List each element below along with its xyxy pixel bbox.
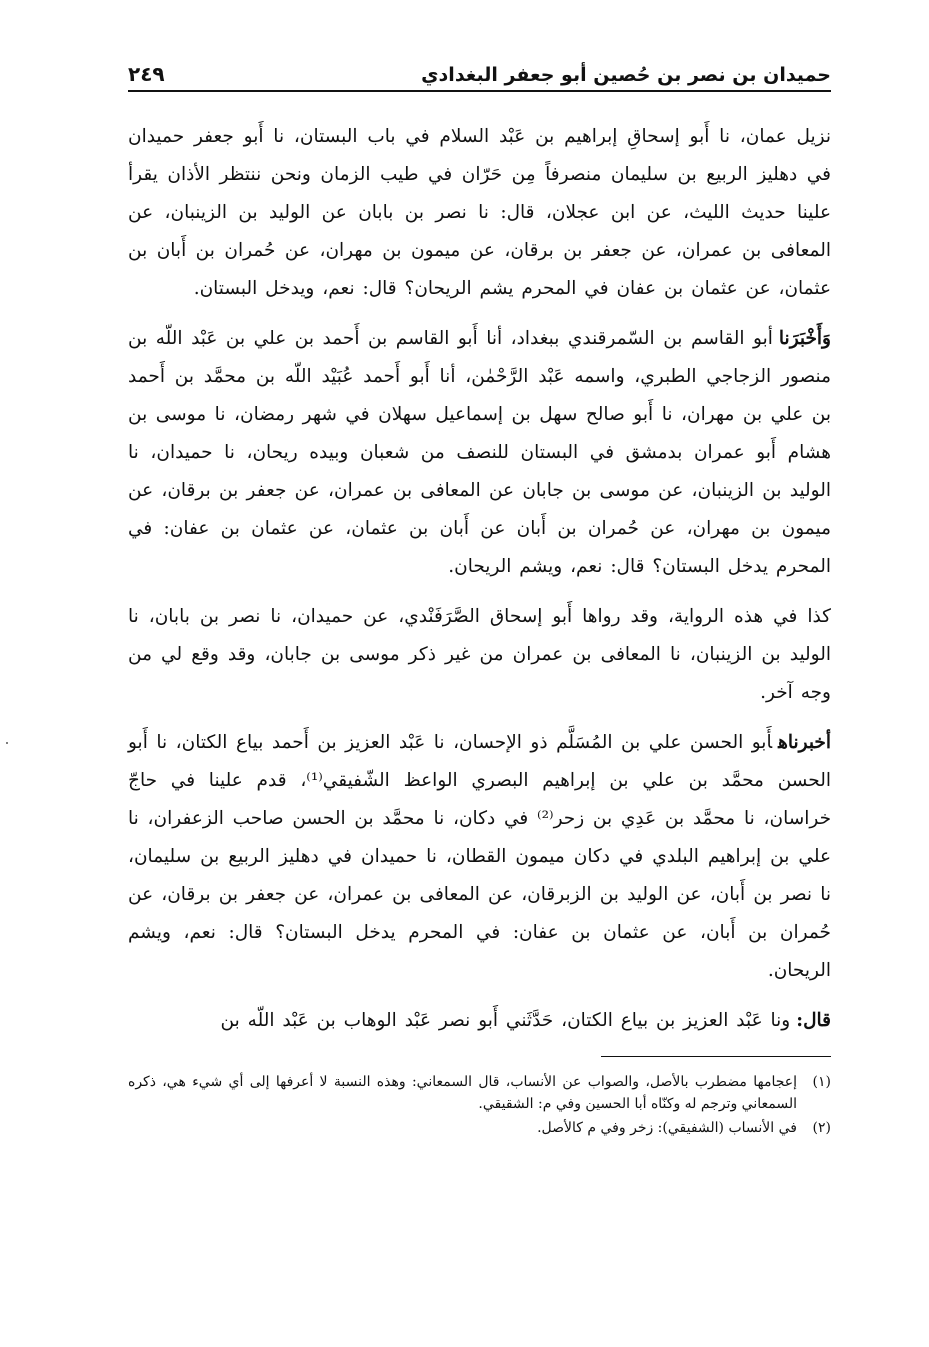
paragraph bbox=[128, 1002, 831, 1040]
paragraph-text: أَبو الحسن علي بن المُسَلَّم ذو الإحسان، نا عَبْد العزيز بن أَحمد بياع الكتان، نا أَبو الحسن محمَّد بن علي بن إبراهيم البصري الواعظ الشّفيقي⁽¹⁾، قدم علينا في حاجّ خراسان، نا محمَّد بن عَدِي بن زحر⁽²⁾ في دكان، نا محمَّد بن الحسن صاحب الزعفران، نا علي بن إبراهيم البلدي في دكان ميمون القطان، نا حميدان في دهليز الربيع بن سليمان، نا نصر بن أَبان، عن الوليد بن الزبرقان، عن المعافى بن عمران، عن جعفر بن برقان، عن حُمران بن أَبان، عن عثمان بن عفان: في المحرم يدخل البستان؟ قال: نعم، ويشم الريحان. bbox=[128, 732, 831, 981]
footnote-divider bbox=[601, 1056, 831, 1057]
footnote bbox=[128, 1117, 831, 1139]
paragraph-lead: قال: bbox=[796, 1010, 831, 1031]
paragraph bbox=[128, 320, 831, 586]
paragraph bbox=[128, 724, 831, 990]
paragraph bbox=[128, 118, 831, 308]
footnote bbox=[128, 1071, 831, 1115]
paragraph-text: ونا عَبْد العزيز بن بياع الكتان، حَدَّثَني أَبو نصر عَبْد الوهاب بن عَبْد اللّه بن bbox=[220, 1010, 791, 1031]
page-number: ٢٤٩ bbox=[128, 62, 165, 86]
running-header bbox=[128, 48, 831, 92]
footnote-text: إعجامها مضطرب بالأصل، والصواب عن الأنساب، قال السمعاني: وهذه النسبة لا أعرفها إلى أي شيء هي، ذكره السمعاني وترجم له وكنّاه أبا الحسين وفي م: الشقيقي. bbox=[128, 1074, 797, 1112]
header-title: حميدان بن نصر بن حُصين أبو جعفر البغدادي bbox=[421, 64, 831, 86]
paragraph-text: أبو القاسم بن السّمرقندي ببغداد، أنا أَبو القاسم بن أَحمد بن علي بن عَبْد اللّه بن منصور الزجاجي الطبري، واسمه عَبْد الرَّحْمٰن، أنا أَبو أَحمد عُبَيْد اللّه بن محمَّد بن أَحمد بن علي بن مهران، نا أَبو صالح سهل بن إسماعيل سهلان في شهر رمضان، نا موسى بن هشام أَبو عمران بدمشق في البستان للنصف من شعبان وبيده ريحان، نا حميدان، نا الوليد بن الزينبان، عن موسى بن جابان عن المعافى بن عمران، عن جعفر بن برقان، عن ميمون بن مهران، عن حُمران بن أَبان عن أَبان بن عثمان، عن عثمان بن عفان: في المحرم يدخل البستان؟ قال: نعم، ويشم الريحان. bbox=[128, 328, 831, 577]
footnote-text: في الأنساب (الشفيقي): زخر وفي م كالأصل. bbox=[537, 1120, 797, 1136]
body-text bbox=[128, 118, 831, 1040]
paragraph-lead: وَأَخْبَرَنا bbox=[778, 328, 831, 349]
paragraph-lead: أخبرناه bbox=[778, 732, 831, 753]
paragraph-text: كذا في هذه الرواية، وقد رواها أَبو إسحاق الصَّرَفَنْدي، عن حميدان، نا نصر بن بابان، نا الوليد بن الزينبان، نا المعافى بن عمران من غير ذكر موسى بن جابان، وقد وقع لي من وجه آخر. bbox=[128, 606, 831, 703]
paragraph-text: نزيل عمان، نا أَبو إسحاقِ إبراهيم بن عَبْد السلام في باب البستان، نا أَبو جعفر حميدان في دهليز الربيع بن سليمان منصرفاً مِن حَرّان في طيب الزمان ونحن ننتظر الأذان يقرأ علينا حديث الليث، عن ابن عجلان، قال: نا نصر بن بابان عن الوليد بن الزينبان، عن المعافى بن عمران، عن جعفر بن برقان، عن ميمون بن مهران، عن حُمران بن أَبان بن عثمان، عن عثمان بن عفان في المحرم يشم الريحان؟ قال: نعم، ويدخل البستان. bbox=[128, 126, 831, 299]
footnote-number: (١) bbox=[812, 1074, 831, 1090]
paragraph bbox=[128, 598, 831, 712]
scan-speck bbox=[6, 742, 8, 744]
document-page bbox=[128, 48, 831, 1141]
footnotes bbox=[128, 1071, 831, 1139]
footnote-number: (٢) bbox=[812, 1120, 831, 1136]
